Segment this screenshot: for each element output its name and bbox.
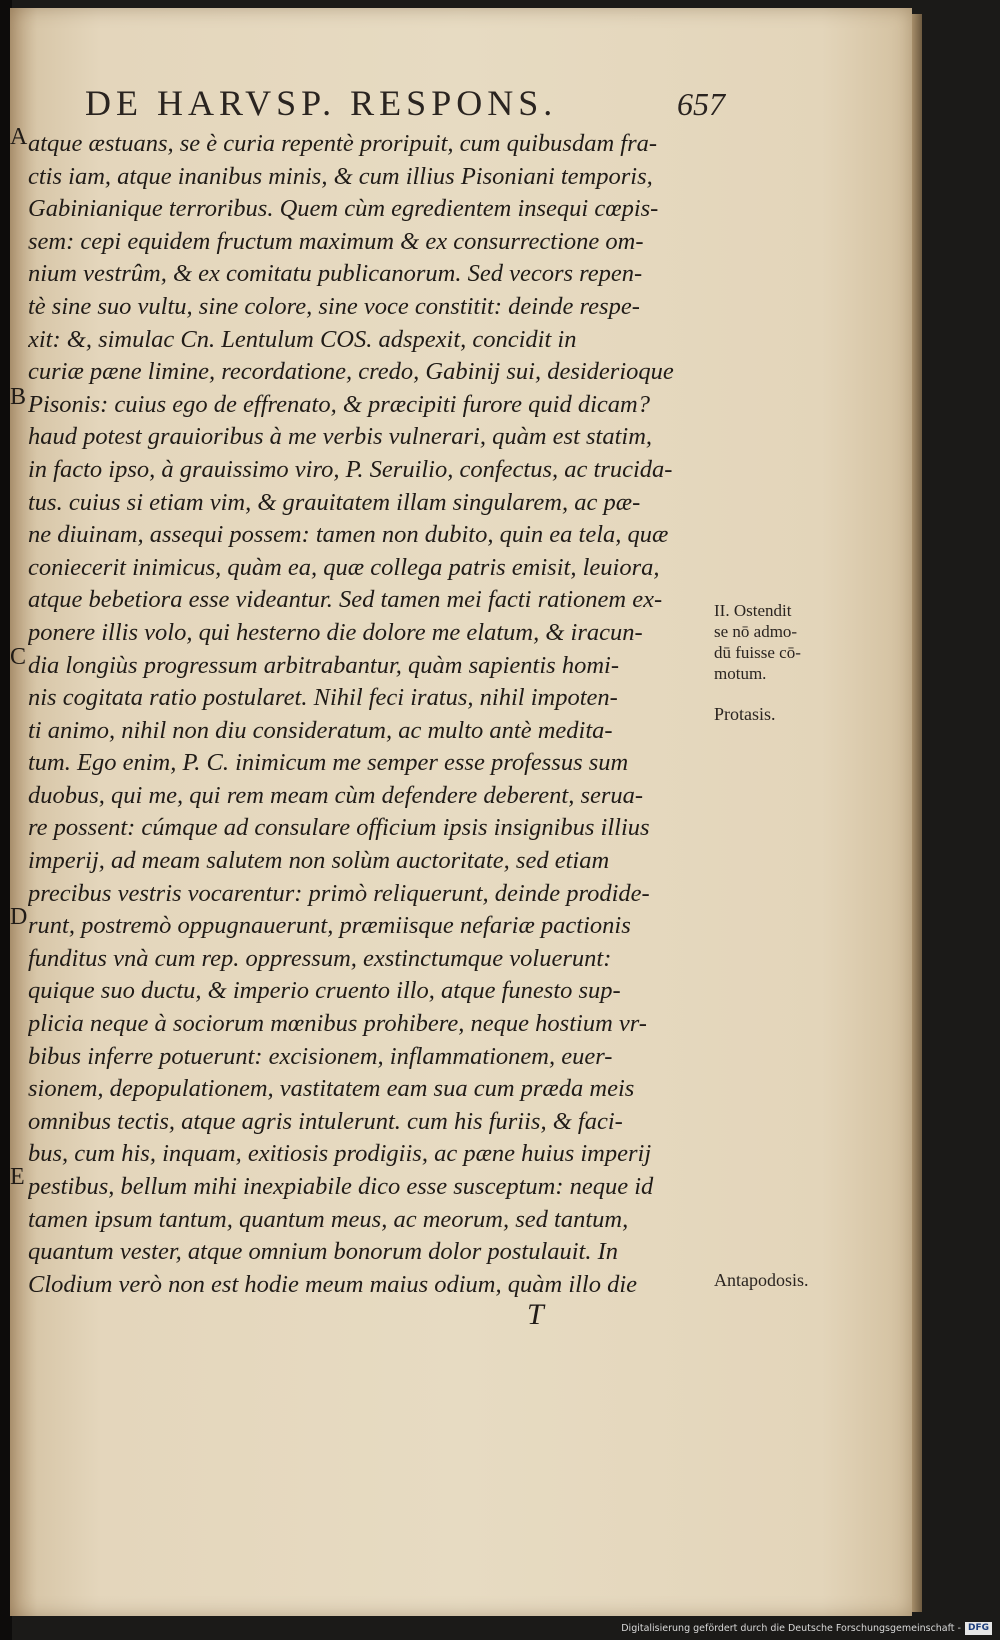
text-line: ne diuinam, assequi possem: tamen non dubito, quin ea tela, quæ: [28, 521, 669, 549]
text-line: quique suo ductu, & imperio cruento illo, atque funesto sup-: [28, 977, 621, 1005]
text-line: atque bebetiora esse videantur. Sed tamen mei facti rationem ex-: [28, 586, 663, 614]
section-letter-c: C: [10, 644, 27, 670]
margin-note-ostendit: [714, 600, 801, 684]
text-line: dia longiùs progressum arbitrabantur, quàm sapientis homi-: [28, 651, 619, 679]
text-line: nium vestrûm, & ex comitatu publicanorum. Sed vecors repen-: [28, 260, 643, 288]
text-line: ti animo, nihil non diu consideratum, ac multo antè medita-: [28, 716, 613, 744]
text-line: ponere illis volo, qui hesterno die dolore me elatum, & iracun-: [28, 618, 643, 646]
margin-note-line: se nō admo-: [714, 622, 798, 641]
text-line: Clodium verò non est hodie meum maius odium, quàm illo die: [28, 1270, 638, 1298]
section-letter-e: E: [10, 1164, 25, 1190]
text-line: duobus, qui me, qui rem meam cùm defendere deberent, serua-: [28, 781, 644, 809]
book-page: [10, 8, 912, 1616]
running-head: DE HARVSP. RESPONS.: [85, 83, 558, 123]
text-line: xit: &, simulac Cn. Lentulum COS. adspexit, concidit in: [28, 325, 577, 353]
text-line: sionem, depopulationem, vastitatem eam sua cum præda meis: [28, 1075, 635, 1103]
section-letter-a: A: [10, 124, 28, 150]
text-line: re possent: cúmque ad consulare officium ipsis insignibus illius: [28, 814, 650, 842]
dfg-logo: DFG: [965, 1622, 992, 1635]
text-line: ctis iam, atque inanibus minis, & cum illius Pisoniani temporis,: [28, 162, 653, 190]
text-line: in facto ipso, à grauissimo viro, P. Seruilio, confectus, ac trucida-: [28, 455, 673, 483]
text-line: atque æstuans, se è curia repentè proripuit, cum quibusdam fra-: [28, 130, 658, 157]
credit-text: Digitalisierung gefördert durch die Deutsche Forschungsgemeinschaft -: [621, 1623, 961, 1634]
page-fore-edge: [912, 14, 922, 1612]
section-letter-b: B: [10, 384, 27, 410]
page-header: [85, 82, 725, 132]
text-line: funditus vnà cum rep. oppressum, exstinctumque voluerunt:: [28, 944, 612, 972]
section-letter-d: D: [10, 904, 28, 930]
text-line: precibus vestris vocarentur: primò reliquerunt, deinde prodide-: [28, 879, 650, 907]
text-line: pestibus, bellum mihi inexpiabile dico esse susceptum: neque id: [28, 1173, 654, 1200]
text-line: curiæ pæne limine, recordatione, credo, Gabinij sui, desiderioque: [28, 358, 674, 386]
text-line: bus, cum his, inquam, exitiosis prodigiis, ac pæne huius imperij: [28, 1140, 652, 1168]
text-line: Gabinianique terroribus. Quem cùm egredientem insequi cœpis-: [28, 195, 659, 223]
text-line: haud potest grauioribus à me verbis vulnerari, quàm est statim,: [28, 423, 653, 451]
text-line: runt, postremò oppugnauerunt, præmiisque nefariæ pactionis: [28, 912, 631, 940]
text-line: nis cogitata ratio postularet. Nihil feci iratus, nihil impoten-: [28, 684, 618, 712]
text-line: coniecerit inimicus, quàm ea, quæ collega patris emisit, leuiora,: [28, 553, 660, 581]
text-line: imperij, ad meam salutem non solùm auctoritate, sed etiam: [28, 847, 610, 875]
digitization-credit: [621, 1621, 992, 1637]
text-line: quantum vester, atque omnium bonorum dolor postulauit. In: [28, 1238, 619, 1266]
text-line: Pisonis: cuius ego de effrenato, & præcipiti furore quid dicam?: [28, 390, 650, 418]
text-line: sem: cepi equidem fructum maximum & ex consurrectione om-: [28, 227, 644, 255]
margin-note-protasis: Protasis.: [714, 704, 776, 724]
text-line: bibus inferre potuerunt: excisionem, inflammationem, euer-: [28, 1042, 613, 1070]
margin-note-line: II. Ostendit: [714, 601, 792, 620]
text-line: tamen ipsum tantum, quantum meus, ac meorum, sed tantum,: [28, 1205, 629, 1233]
body-text: [28, 128, 718, 1301]
text-line: tus. cuius si etiam vim, & grauitatem illam singularem, ac pæ-: [28, 488, 641, 516]
page-number: 657: [677, 86, 725, 122]
text-line: tè sine suo vultu, sine colore, sine voce constitit: deinde respe-: [28, 292, 640, 320]
margin-note-antapodosis: Antapodosis.: [714, 1270, 809, 1290]
margin-note-line: motum.: [714, 664, 767, 683]
text-line: tum. Ego enim, P. C. inimicum me semper esse professus sum: [28, 749, 629, 777]
text-line: omnibus tectis, atque agris intulerunt. cum his furiis, & faci-: [28, 1107, 623, 1135]
catchword: T: [527, 1298, 544, 1331]
margin-note-line: dū fuisse cō-: [714, 643, 801, 662]
text-line: plicia neque à sociorum mœnibus prohibere, neque hostium vr-: [28, 1010, 647, 1038]
